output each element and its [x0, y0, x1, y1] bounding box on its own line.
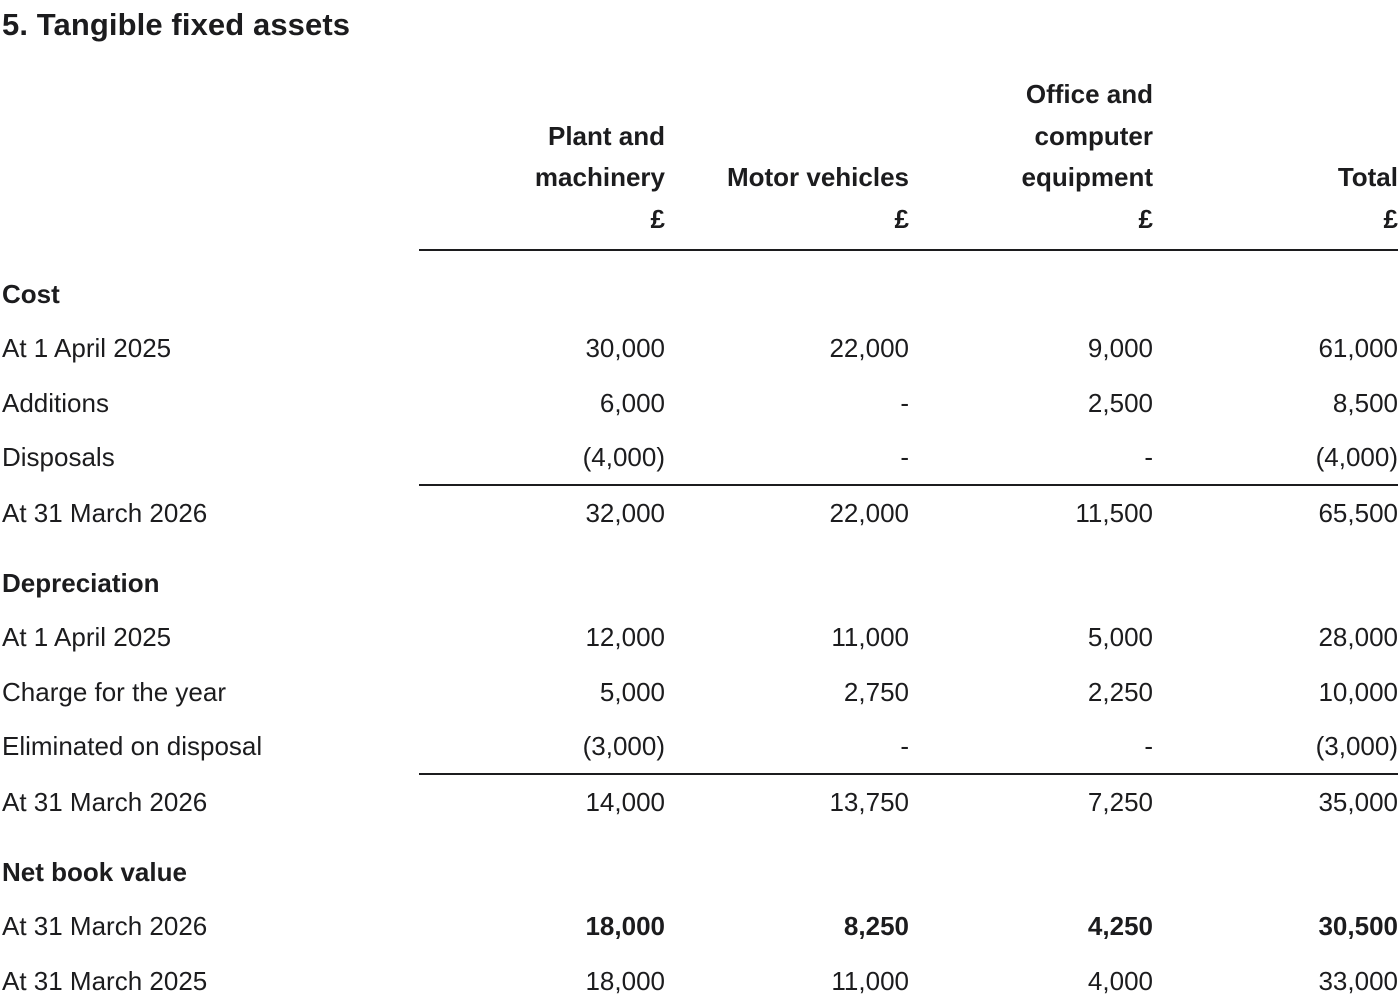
- cell-value: 5,000: [1087, 622, 1153, 652]
- cell-value: 22,000: [829, 498, 909, 528]
- cell-value: -: [900, 731, 909, 761]
- cell-value: 32,000: [585, 498, 665, 528]
- row-label: Eliminated on disposal: [2, 731, 263, 761]
- cell-value: 11,000: [831, 966, 909, 996]
- table-row: [0, 726, 1400, 766]
- table-row: [0, 437, 1400, 477]
- section-heading-net-book-value: [0, 852, 1400, 892]
- section-heading-label: Cost: [2, 279, 60, 309]
- cell-value: 11,000: [831, 622, 909, 652]
- column-header-motor-vehicles: [669, 70, 909, 240]
- cell-value: (3,000): [582, 731, 665, 761]
- column-header-line: Total: [1337, 162, 1398, 192]
- row-label: Additions: [2, 388, 109, 418]
- cell-value: 9,000: [1087, 333, 1153, 363]
- column-header-plant-machinery: [425, 70, 665, 240]
- total-row-depreciation: [0, 782, 1400, 822]
- column-header-total: [1158, 70, 1398, 240]
- cell-value: 18,000: [585, 966, 665, 996]
- cell-value: 5,000: [599, 677, 665, 707]
- row-label: At 31 March 2026: [2, 911, 208, 941]
- page-title: 5. Tangible fixed assets: [2, 7, 351, 42]
- cell-value: (3,000): [1315, 731, 1398, 761]
- section-heading-depreciation: [0, 563, 1400, 603]
- cell-value: 30,000: [585, 333, 665, 363]
- row-label: Disposals: [2, 442, 115, 472]
- cell-value: 2,500: [1087, 388, 1153, 418]
- table-row: [0, 672, 1400, 712]
- cell-value: (4,000): [1315, 442, 1398, 472]
- cell-value: 4,000: [1087, 966, 1153, 996]
- cell-value: 18,000: [585, 911, 665, 941]
- cell-value: 30,500: [1318, 911, 1398, 941]
- table-row: [0, 328, 1400, 368]
- section-heading-cost: [0, 274, 1400, 314]
- net-book-value-prior-row: [0, 961, 1400, 1001]
- table-row: [0, 383, 1400, 423]
- column-header-currency: £: [1138, 203, 1153, 234]
- cell-value: 6,000: [599, 388, 665, 418]
- cell-value: -: [1144, 442, 1153, 472]
- section-heading-label: Depreciation: [2, 568, 160, 598]
- row-label: At 31 March 2025: [2, 966, 208, 996]
- cell-value: -: [1144, 731, 1153, 761]
- table-row: [0, 617, 1400, 657]
- total-row-cost: [0, 493, 1400, 533]
- subtotal-divider: [419, 773, 1398, 775]
- cell-value: 13,750: [829, 787, 909, 817]
- column-header-currency: £: [1383, 203, 1398, 234]
- cell-value: 8,250: [843, 911, 909, 941]
- column-header-line: Plant and: [547, 120, 665, 151]
- cell-value: 35,000: [1318, 787, 1398, 817]
- row-label: At 31 March 2026: [2, 498, 208, 528]
- cell-value: 65,500: [1318, 498, 1398, 528]
- row-label: At 31 March 2026: [2, 787, 208, 817]
- cell-value: 4,250: [1087, 911, 1153, 941]
- cell-value: 14,000: [585, 787, 665, 817]
- column-header-line: computer: [1034, 120, 1153, 151]
- cell-value: -: [900, 442, 909, 472]
- cell-value: 2,750: [843, 677, 909, 707]
- section-heading-label: Net book value: [2, 857, 187, 887]
- column-header-office-computer-equipment: [913, 70, 1153, 240]
- net-book-value-current-row: [0, 906, 1400, 946]
- column-header-line: machinery: [534, 162, 665, 192]
- cell-value: 8,500: [1332, 388, 1398, 418]
- cell-value: 10,000: [1318, 677, 1398, 707]
- column-header-currency: £: [650, 203, 665, 234]
- column-header-line: Motor vehicles: [726, 162, 909, 192]
- column-header-line: Office and: [1025, 79, 1153, 109]
- row-label: Charge for the year: [2, 677, 227, 707]
- header-divider: [419, 249, 1398, 251]
- cell-value: -: [900, 388, 909, 418]
- row-label: At 1 April 2025: [2, 622, 172, 652]
- row-label: At 1 April 2025: [2, 333, 172, 363]
- cell-value: (4,000): [582, 442, 665, 472]
- cell-value: 2,250: [1087, 677, 1153, 707]
- cell-value: 7,250: [1087, 787, 1153, 817]
- cell-value: 28,000: [1318, 622, 1398, 652]
- cell-value: 22,000: [829, 333, 909, 363]
- cell-value: 33,000: [1318, 966, 1398, 996]
- cell-value: 12,000: [585, 622, 665, 652]
- cell-value: 11,500: [1075, 498, 1153, 528]
- subtotal-divider: [419, 484, 1398, 486]
- column-header-currency: £: [894, 203, 909, 234]
- column-header-line: equipment: [1021, 162, 1153, 192]
- cell-value: 61,000: [1318, 333, 1398, 363]
